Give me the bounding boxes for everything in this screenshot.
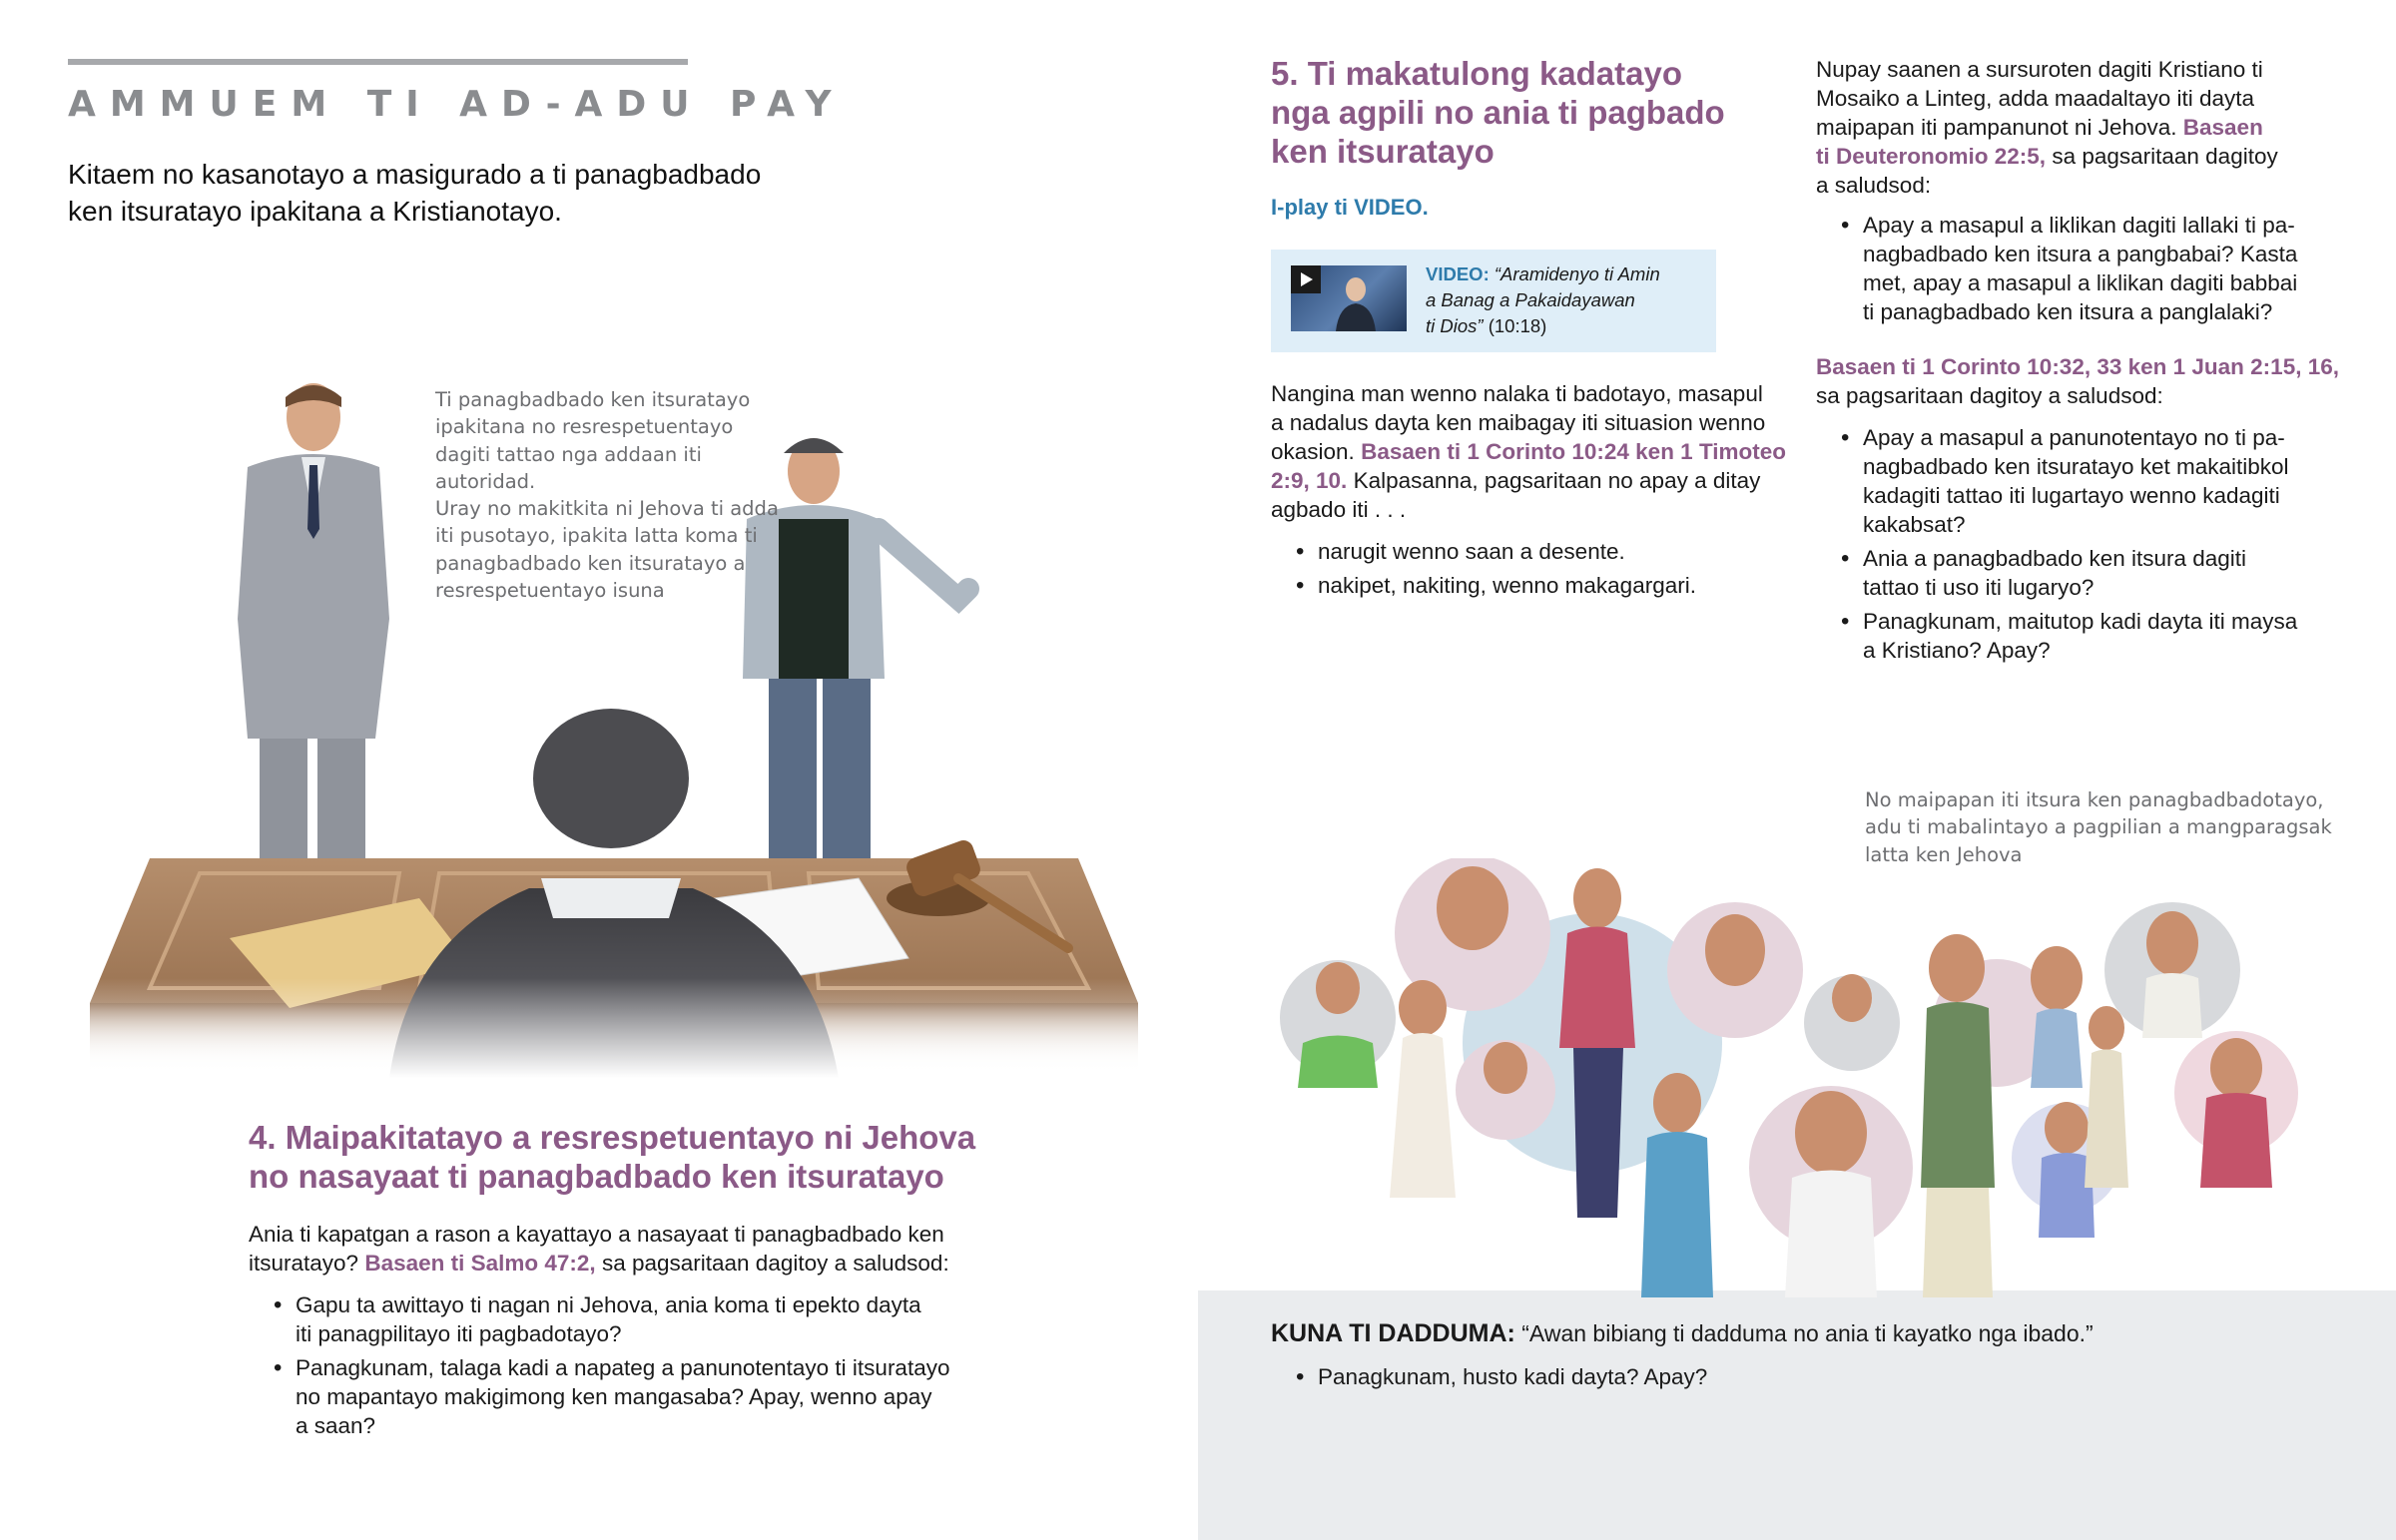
paragraph-line: Nangina man wenno nalaka ti badotayo, masapul [1271, 381, 1763, 406]
video-duration: (10:18) [1488, 315, 1547, 336]
section-5-heading [1271, 54, 1790, 171]
list-item: • narugit wenno saan a desente. [1271, 537, 1790, 566]
list-item: • Panagkunam, husto kadi dayta? Apay? [1271, 1362, 2169, 1391]
video-title-line: “Aramidenyo ti Amin [1494, 263, 1660, 284]
list-item-line: met, apay a masapul a liklikan dagiti babbai [1863, 270, 2298, 295]
caption-line: Uray no makitkita ni Jehova ti adda [435, 497, 779, 521]
paragraph-line [1816, 142, 2355, 171]
paragraph-line [1271, 437, 1790, 466]
people-illustration [1278, 858, 2316, 1297]
caption-line: ipakitana no resrespetuentayo [435, 415, 734, 439]
heading-line: 5. Ti makatulong kadatayo [1271, 55, 1683, 92]
list-item [1816, 423, 2355, 539]
section-4-questions [249, 1290, 1007, 1445]
list-item-line: tattao ti uso iti lugaryo? [1863, 575, 2095, 600]
corinthians-questions [1816, 423, 2355, 670]
section-5-paragraph [1271, 379, 1790, 524]
list-item-line: • Panagkunam, maitutop kadi dayta iti maysa [1863, 609, 2298, 634]
list-item [1816, 544, 2355, 602]
list-item-line: • Apay a masapul a liklikan dagiti lallaki ti pa- [1863, 213, 2295, 238]
list-item [1816, 607, 2355, 665]
corinthians-paragraph [1816, 352, 2375, 410]
kuna-quote: “Awan bibiang ti dadduma no ania ti kayatko nga ibado.” [1521, 1320, 2094, 1346]
list-item [1816, 211, 2355, 326]
deuteronomy-questions [1816, 211, 2355, 331]
heading-line: no nasayaat ti panagbadbado ken itsuratayo [249, 1158, 944, 1195]
section-4-paragraph [249, 1220, 1007, 1278]
list-item-line: no mapantayo makigimong ken mangasaba? Apay, wenno apay [296, 1384, 932, 1409]
caption-line: No maipapan iti itsura ken panagbadbadotayo, [1865, 788, 2324, 811]
caption-line: iti pusotayo, ipakita latta koma ti [435, 524, 758, 548]
people-caption [1865, 786, 2334, 868]
list-item-line: • Ania a panagbadbado ken itsura dagiti [1863, 546, 2247, 571]
paragraph-line: a nadalus dayta ken maibagay iti situasion wenno [1271, 410, 1766, 435]
scripture-reference[interactable]: Basaen ti Salmo 47:2, [364, 1251, 596, 1276]
list-item-line: ti panagbadbado ken itsura a panglalaki? [1863, 299, 2273, 324]
text-run: sa pagsaritaan dagitoy a saludsod: [601, 1251, 949, 1276]
top-rule [68, 59, 688, 65]
list-item-line: • Apay a masapul a panunotentayo no ti pa- [1863, 425, 2285, 450]
caption-line: latta ken Jehova [1865, 842, 2023, 866]
paragraph-line: Mosaiko a Linteg, adda maadaltayo iti dayta [1816, 86, 2255, 111]
man-in-suit [238, 383, 389, 868]
kuna-line [1271, 1318, 2369, 1348]
kuna-label: KUNA TI DADDUMA: [1271, 1319, 1515, 1347]
list-item-line: nagbadbado ken itsura a pangbabai? Kasta [1863, 242, 2298, 266]
list-item-line: a saan? [296, 1413, 376, 1438]
scripture-reference[interactable]: ti Deuteronomio 22:5, [1816, 144, 2047, 169]
caption-line: resrespetuentayo isuna [435, 579, 665, 603]
caption-line: adu ti mabalintayo a pagpilian a mangparagsak [1865, 815, 2332, 839]
list-item [249, 1353, 1007, 1440]
kuna-list [1271, 1362, 2169, 1396]
section-4-heading [249, 1118, 1007, 1196]
list-item-line: • Gapu ta awittayo ti nagan ni Jehova, ania koma ti epekto dayta [296, 1292, 921, 1317]
list-item-line: kadagiti tattao iti lugartayo wenno kadagiti [1863, 483, 2280, 508]
heading-line: ken itsuratayo [1271, 133, 1495, 170]
caption-line: Ti panagbadbado ken itsuratayo [435, 388, 751, 411]
deuteronomy-paragraph [1816, 55, 2355, 200]
video-label: VIDEO: [1426, 263, 1490, 284]
caption-line: dagiti tattao nga addaan iti autoridad. [435, 442, 702, 493]
intro-paragraph: Kitaem no kasanotayo a masigurado a ti panagbadbado ken itsuratayo ipakitana a Kristianotayo. [68, 159, 762, 227]
paragraph-line: Ania ti kapatgan a rason a kayattayo a nasayaat ti panagbadbado ken [249, 1222, 944, 1247]
video-title-line: ti Dios” [1426, 315, 1484, 336]
list-item: • nakipet, nakiting, wenno makagargari. [1271, 571, 1790, 600]
list-item-line: a Kristiano? Apay? [1863, 638, 2051, 663]
scripture-reference[interactable]: Basaen [2182, 115, 2263, 140]
text-run: Kalpasanna, pagsaritaan no apay a ditay [1353, 468, 1761, 493]
list-item [249, 1290, 1007, 1348]
heading-line: nga agpili no ania ti pagbado [1271, 94, 1725, 131]
caption-line: panagbadbado ken itsuratayo a [435, 551, 746, 575]
play-icon[interactable] [1291, 265, 1321, 293]
scripture-reference[interactable]: Basaen ti 1 Corinto 10:32, 33 ken 1 Juan 2:15, 16, [1816, 354, 2339, 379]
play-video-link[interactable]: I-play ti VIDEO. [1271, 195, 1429, 220]
section-kicker: AMMUEM TI AD-ADU PAY [68, 84, 846, 125]
video-thumbnail[interactable] [1291, 265, 1407, 331]
text-run: sa pagsaritaan dagitoy [2052, 144, 2278, 169]
kuna-ti-dadduma [1271, 1318, 2369, 1348]
video-card[interactable] [1271, 250, 1716, 352]
heading-line: 4. Maipakitatayo a resrespetuentayo ni Jehova [249, 1119, 976, 1156]
text-run: itsuratayo? [249, 1251, 359, 1276]
list-item-line: nagbadbado ken itsuratayo ket makaitibkol [1863, 454, 2289, 479]
list-item-line: • Panagkunam, talaga kadi a napateg a panunotentayo ti itsuratayo [296, 1355, 950, 1380]
paragraph-line: agbado iti . . . [1271, 497, 1407, 522]
list-item-line: iti panagpilitayo iti pagbadotayo? [296, 1321, 622, 1346]
paragraph-line [249, 1249, 1007, 1278]
text-run: maipapan iti pampanunot ni Jehova. [1816, 115, 2177, 140]
paragraph-line [1816, 113, 2355, 142]
video-title[interactable] [1426, 261, 1705, 339]
scripture-reference[interactable]: Basaen ti 1 Corinto 10:24 ken 1 Timoteo [1361, 439, 1787, 464]
speaker-silhouette [1331, 273, 1381, 331]
section-5-list [1271, 537, 1790, 605]
paragraph-line: a saludsod: [1816, 173, 1932, 198]
scripture-reference[interactable]: 2:9, 10. [1271, 468, 1348, 493]
courtroom-caption [435, 386, 805, 604]
paragraph-line: sa pagsaritaan dagitoy a saludsod: [1816, 383, 2163, 408]
list-item-line: kakabsat? [1863, 512, 1966, 537]
text-run: okasion. [1271, 439, 1355, 464]
video-title-line: a Banag a Pakaidayawan [1426, 289, 1635, 310]
paragraph-line: Nupay saanen a sursuroten dagiti Kristiano ti [1816, 57, 2263, 82]
paragraph-line [1271, 466, 1790, 495]
